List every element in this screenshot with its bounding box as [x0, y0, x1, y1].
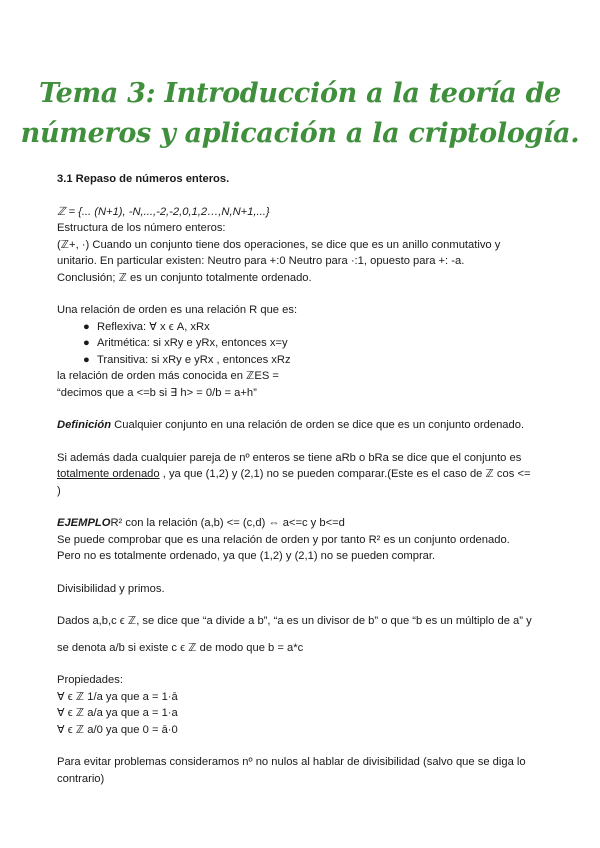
bullet-icon: ●: [83, 353, 90, 366]
document-body: [57, 171, 547, 787]
definition-paragraph: [57, 417, 547, 434]
example-label: EJEMPLO: [57, 517, 111, 529]
footer-note-line-2: contrario): [57, 772, 105, 785]
properties-heading: Propiedades:: [57, 674, 123, 686]
property-item: ∀ ϵ ℤ a/0 ya que 0 = ā·0: [57, 723, 178, 736]
list-item: ● Reflexiva: ∀ x ϵ A, xRx: [83, 319, 547, 336]
definition-label: Definición: [57, 419, 112, 431]
bullet-icon: ●: [83, 337, 90, 349]
ring-line-1: (ℤ+, ·) Cuando un conjunto tiene dos operaciones, se dice que es un anillo conmutativo y: [57, 238, 501, 251]
example-line-2: Se puede comprobar que es una relación de orden y por tanto R² es un conjunto ordenado.: [57, 533, 510, 546]
structure-line: Estructura de los número enteros:: [57, 222, 226, 234]
property-item: ∀ ϵ ℤ 1/a ya que a = 1·ā: [57, 690, 178, 703]
title-line-1: Tema 3: Introducción a la teoría de: [38, 78, 562, 109]
divisibility-heading: Divisibilidad y primos.: [57, 582, 165, 595]
divisibility-line-2: se denota a/b si existe c ϵ ℤ de modo que b = a*c: [57, 641, 304, 654]
example-line-1: EJEMPLOR² con la relación (a,b) <= (c,d) ⇔ a<=c y b<=d: [57, 517, 345, 529]
footer-note-line-1: Para evitar problemas consideramos nº no nulos al hablar de divisibilidad (salvo que se diga lo: [57, 756, 526, 768]
example-line-3: Pero no es totalmente ordenado, ya que (1,2) y (2,1) no se pueden comprar.: [57, 550, 436, 562]
integer-set-definition: ℤ = {... (N+1), -N,...,-2,-2,0,1,2…,N,N+1,...}: [57, 205, 270, 218]
title-line-2: números y aplicación a la criptología.: [20, 118, 580, 149]
list-item: ● Aritmética: si xRy e yRx, entonces x=y: [83, 335, 547, 352]
known-order-line-1: la relación de orden más conocida en ℤES =: [57, 370, 279, 382]
total-order-term: totalmente ordenado: [57, 468, 160, 480]
order-intro: Una relación de orden es una relación R que es:: [57, 304, 298, 316]
definition-text: Cualquier conjunto en una relación de orden se dice que es un conjunto ordenado.: [111, 419, 525, 431]
ring-line-2: unitario. En particular existen: Neutro para +:0 Neutro para ·:1, opuesto para +: -a.: [57, 255, 465, 267]
total-order-line-3: ): [57, 484, 61, 497]
section-heading: 3.1 Repaso de números enteros.: [57, 173, 230, 185]
document-title: [0, 74, 600, 154]
property-item: ∀ ϵ ℤ a/a ya que a = 1·a: [57, 707, 178, 719]
conclusion-line: Conclusión; ℤ es un conjunto totalmente ordenado.: [57, 271, 312, 284]
bullet-icon: ●: [83, 320, 90, 333]
total-order-line-2: totalmente ordenado , ya que (1,2) y (2,1) no se pueden comparar.(Este es el caso de ℤ cos <=: [57, 468, 531, 480]
divisibility-line-1: Dados a,b,c ϵ ℤ, se dice que “a divide a b”, “a es un divisor de b” o que “b es un múltiplo de a” y: [57, 615, 532, 627]
total-order-line-1: Si además dada cualquier pareja de nº enteros se tiene aRb o bRa se dice que el conjunto es: [57, 451, 522, 464]
order-properties-list: [57, 319, 547, 369]
known-order-line-2: “decimos que a <=b si ∃ h> = 0/b = a+h”: [57, 386, 257, 399]
list-item: ● Transitiva: si xRy e yRx , entonces xRz: [83, 352, 547, 369]
